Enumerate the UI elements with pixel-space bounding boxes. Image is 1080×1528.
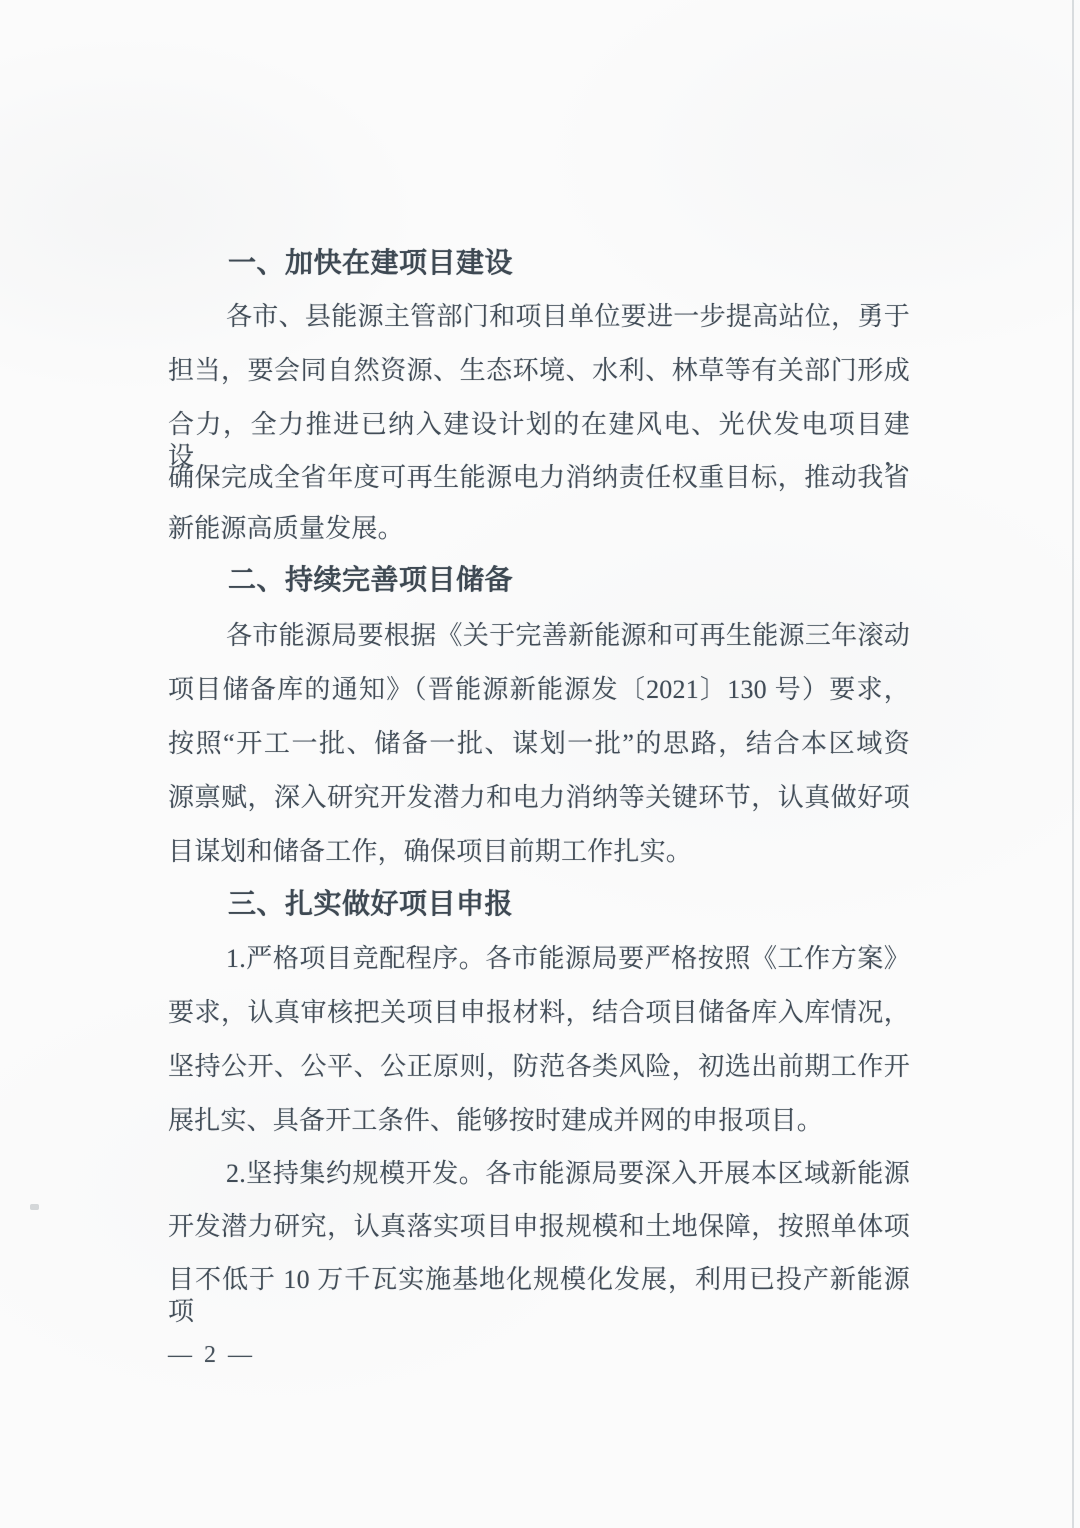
body-line: 确保完成全省年度可再生能源电力消纳责任权重目标，推动我省	[168, 463, 910, 492]
body-line: 展扎实、具备开工条件、能够按时建成并网的申报项目。	[168, 1106, 824, 1135]
section-1-heading: 一、加快在建项目建设	[228, 247, 514, 278]
section-2-heading: 二、持续完善项目储备	[228, 564, 514, 595]
body-line: 源禀赋，深入研究开发潜力和电力消纳等关键环节，认真做好项	[168, 783, 910, 812]
section-3-heading: 三、扎实做好项目申报	[228, 888, 514, 919]
body-line: 坚持公开、公平、公正原则，防范各类风险，初选出前期工作开	[168, 1052, 910, 1081]
body-line: 合力，全力推进已纳入建设计划的在建风电、光伏发电项目建设，	[168, 410, 910, 471]
body-line: 项目储备库的通知》（晋能源新能源发〔2021〕130 号）要求，	[168, 675, 910, 704]
body-line: 目不低于 10 万千瓦实施基地化规模化发展，利用已投产新能源项	[168, 1265, 910, 1326]
body-line: 各市、县能源主管部门和项目单位要进一步提高站位，勇于	[226, 302, 910, 331]
body-line: 按照“开工一批、储备一批、谋划一批”的思路，结合本区域资	[168, 729, 910, 758]
body-line: 新能源高质量发展。	[168, 514, 404, 543]
page-number: — 2 —	[168, 1342, 255, 1368]
body-line: 2.坚持集约规模开发。各市能源局要深入开展本区域新能源	[226, 1159, 910, 1188]
body-line: 1.严格项目竞配程序。各市能源局要严格按照《工作方案》	[226, 944, 910, 973]
body-line: 开发潜力研究，认真落实项目申报规模和土地保障，按照单体项	[168, 1212, 910, 1241]
body-line: 各市能源局要根据《关于完善新能源和可再生能源三年滚动	[226, 621, 910, 650]
scan-seam-line	[1072, 0, 1074, 1528]
body-line: 要求，认真审核把关项目申报材料，结合项目储备库入库情况，	[168, 998, 910, 1027]
scan-speck	[30, 1204, 39, 1210]
body-line: 担当，要会同自然资源、生态环境、水利、林草等有关部门形成	[168, 356, 910, 385]
body-line: 目谋划和储备工作，确保项目前期工作扎实。	[168, 837, 693, 866]
